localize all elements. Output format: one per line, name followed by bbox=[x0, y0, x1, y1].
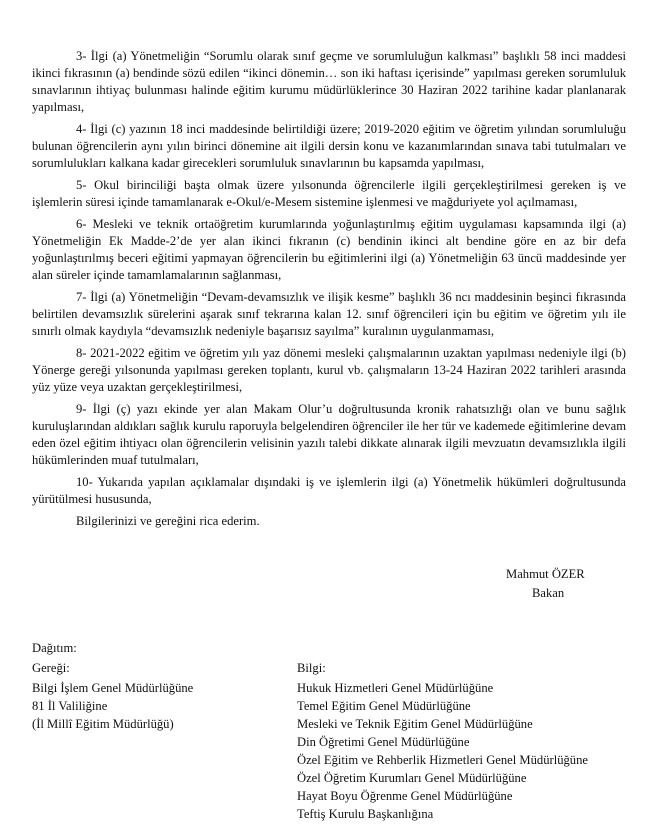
bilgi-heading: Bilgi: bbox=[297, 661, 326, 675]
gereg-item: Bilgi İşlem Genel Müdürlüğüne bbox=[32, 681, 194, 695]
signature-block bbox=[492, 566, 632, 602]
paragraph-item-7: 7- İlgi (a) Yönetmeliğin “Devam-devamsızlık ve ilişik kesme” başlıklı 36 ncı maddesinin beşinci fıkrasında belirtilen devamsızlık sürelerini aşarak sınıf tekrarına kalan 12. sınıf öğrencileri için bu eğitim ve öğretim yılı ile sınırlı olmak kaydıyla “devamsızlık nedeniyle başarısız sayılma” kuralının uygulanmaması, bbox=[32, 290, 626, 338]
bilgi-item: Hayat Boyu Öğrenme Genel Müdürlüğüne bbox=[297, 789, 513, 803]
distribution-block bbox=[32, 640, 642, 821]
signatory-title: Bakan bbox=[532, 586, 565, 600]
paragraph-item-8: 8- 2021-2022 eğitim ve öğretim yılı yaz dönemi mesleki çalışmalarının uzaktan yapılması nedeniyle ilgi (b) Yönerge gereği yılsonunda yapılması gereken toplantı, kurul vb. çalışmaların 13-24 Haziran 2022 tarihleri arasında yüz yüze veya uzaktan gerçekleştirilmesi, bbox=[32, 346, 626, 394]
bilgi-item: Mesleki ve Teknik Eğitim Genel Müdürlüğüne bbox=[297, 717, 533, 731]
gereg-item: (İl Millî Eğitim Müdürlüğü) bbox=[32, 717, 174, 731]
paragraph-item-4: 4- İlgi (c) yazının 18 inci maddesinde belirtildiği üzere; 2019-2020 eğitim ve öğretim yılından sorumluluğu bulunan öğrencilerin aynı yılın birinci dönemine ait ilgili dersin konu ve kazanımlarından sınava tabi tutulmaları ve sorumlulukları kalkana kadar girecekleri sorumluluk sınavlarının bu kapsamda yapılması, bbox=[32, 122, 626, 170]
bilgi-item: Hukuk Hizmetleri Genel Müdürlüğüne bbox=[297, 681, 494, 695]
gereg-item: 81 İl Valiliğine bbox=[32, 699, 108, 713]
distribution-heading: Dağıtım: bbox=[32, 641, 77, 655]
bilgi-item: Özel Eğitim ve Rehberlik Hizmetleri Genel Müdürlüğüne bbox=[297, 753, 588, 767]
signatory-name: Mahmut ÖZER bbox=[506, 567, 585, 581]
bilgi-item: Temel Eğitim Genel Müdürlüğüne bbox=[297, 699, 471, 713]
bilgi-item: Özel Öğretim Kurumları Genel Müdürlüğüne bbox=[297, 771, 527, 785]
gereg-column bbox=[32, 660, 272, 734]
bilgi-item: Teftiş Kurulu Başkanlığına bbox=[297, 807, 434, 821]
closing-line: Bilgilerinizi ve gereğini rica ederim. bbox=[76, 514, 260, 528]
bilgi-column bbox=[297, 660, 642, 824]
gereg-heading: Gereği: bbox=[32, 661, 70, 675]
document-body bbox=[32, 48, 626, 530]
paragraph-item-9: 9- İlgi (ç) yazı ekinde yer alan Makam Olur’u doğrultusunda kronik rahatsızlığı olan ve bunu sağlık kuruluşlarından aldıkları sağlık kurulu raporuyla belgelendiren öğrenciler ile her tür ve kademede eğitimlerine devam eden özel eğitim ihtiyacı olan öğrencilerin velisinin yazılı talebi dikkate alınarak ilgili mevzuatın devamsızlıkla ilgili hükümlerinden muaf tutulmaları, bbox=[32, 402, 626, 467]
bilgi-item: Din Öğretimi Genel Müdürlüğüne bbox=[297, 735, 470, 749]
paragraph-item-6: 6- Mesleki ve teknik ortaöğretim kurumlarında yoğunlaştırılmış eğitim uygulaması kapsamında ilgi (a) Yönetmeliğin Ek Madde-2’de yer alan ikinci fıkranın (c) bendinin ikinci alt bendine göre en az bir defa yoğunlaştırılmış beceri eğitimi yapmayan öğrencilerin bu eğitimlerini ilgi (a) Yönetmeliğin 63 üncü maddesinde yer alan süreler içinde tamamlamalarının sağlanması, bbox=[32, 217, 626, 282]
paragraph-item-10: 10- Yukarıda yapılan açıklamalar dışındaki iş ve işlemlerin ilgi (a) Yönetmelik hükümleri doğrultusunda yürütülmesi hususunda, bbox=[32, 475, 626, 506]
paragraph-item-3: 3- İlgi (a) Yönetmeliğin “Sorumlu olarak sınıf geçme ve sorumluluğun kalkması” başlıklı 58 inci maddesi ikinci fıkrasının (a) bendinde sözü edilen “ikinci dönemin… son iki haftası içerisinde” yapılması gereken sorumluluk sınavlarının ihtiyaç bulunması halinde eğitim kurumu müdürlüklerince 30 Haziran 2022 tarihine kadar planlanarak yapılması, bbox=[32, 49, 626, 114]
paragraph-item-5: 5- Okul birinciliği başta olmak üzere yılsonunda öğrencilerle ilgili gerçekleştirilmesi gereken iş ve işlemlerin süresi içinde tamamlanarak e-Okul/e-Mesem sistemine işlenmesi ve mağduriyete yol açılmaması, bbox=[32, 178, 626, 209]
